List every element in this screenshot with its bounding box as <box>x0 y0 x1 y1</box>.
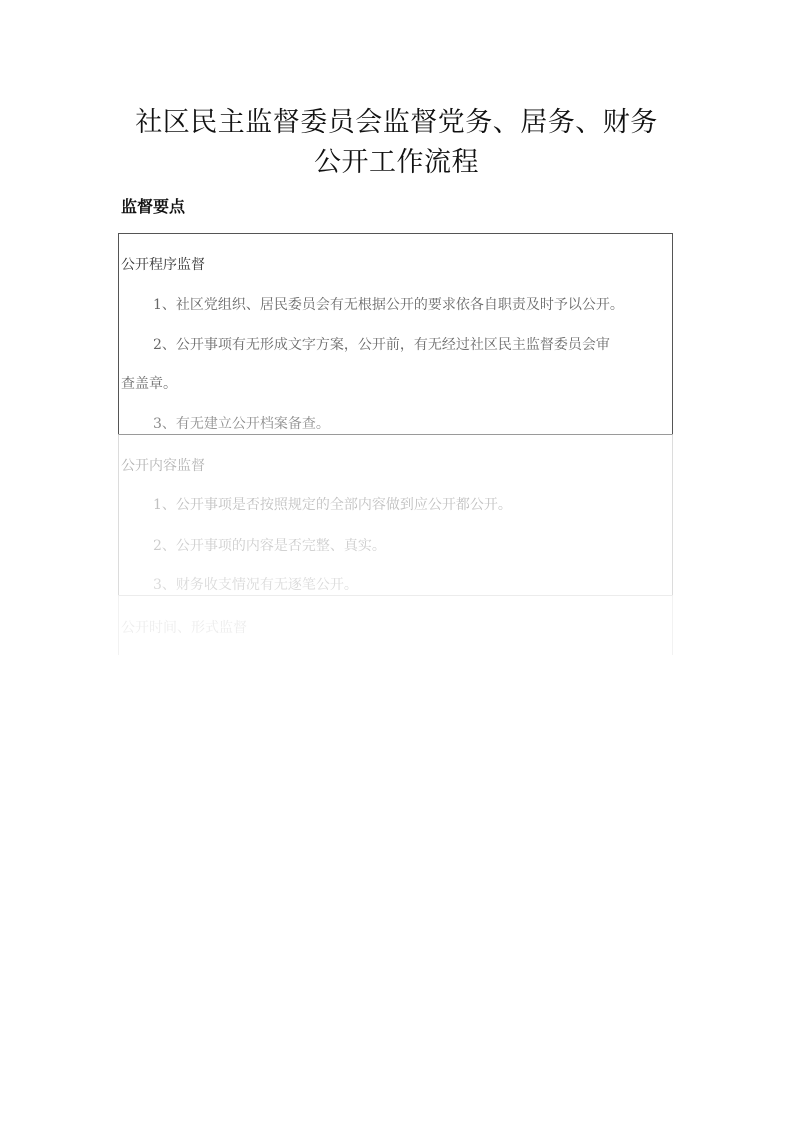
procedure-supervision-box <box>118 233 673 435</box>
list-item: 1、公开事项是否按照规定的全部内容做到应公开都公开。 <box>153 497 512 513</box>
time-form-supervision-box <box>118 595 673 655</box>
list-item: 3、财务收支情况有无逐笔公开。 <box>153 577 358 593</box>
document-title-line-1: 社区民主监督委员会监督党务、居务、财务 <box>135 107 658 138</box>
box-title: 公开程序监督 <box>121 257 205 273</box>
document-title-line-2: 公开工作流程 <box>314 147 479 178</box>
box-title: 公开时间、形式监督 <box>121 620 247 636</box>
list-item: 2、公开事项的内容是否完整、真实。 <box>153 538 386 554</box>
list-item: 2、公开事项有无形成文字方案，公开前，有无经过社区民主监督委员会审 <box>153 337 610 353</box>
box-title: 公开内容监督 <box>121 458 205 474</box>
list-item: 3、有无建立公开档案备查。 <box>153 416 330 432</box>
list-item-continuation: 查盖章。 <box>121 376 177 392</box>
list-item: 1、社区党组织、居民委员会有无根据公开的要求依各自职责及时予以公开。 <box>153 297 624 313</box>
content-supervision-box <box>118 434 673 596</box>
section-heading: 监督要点 <box>121 197 186 216</box>
